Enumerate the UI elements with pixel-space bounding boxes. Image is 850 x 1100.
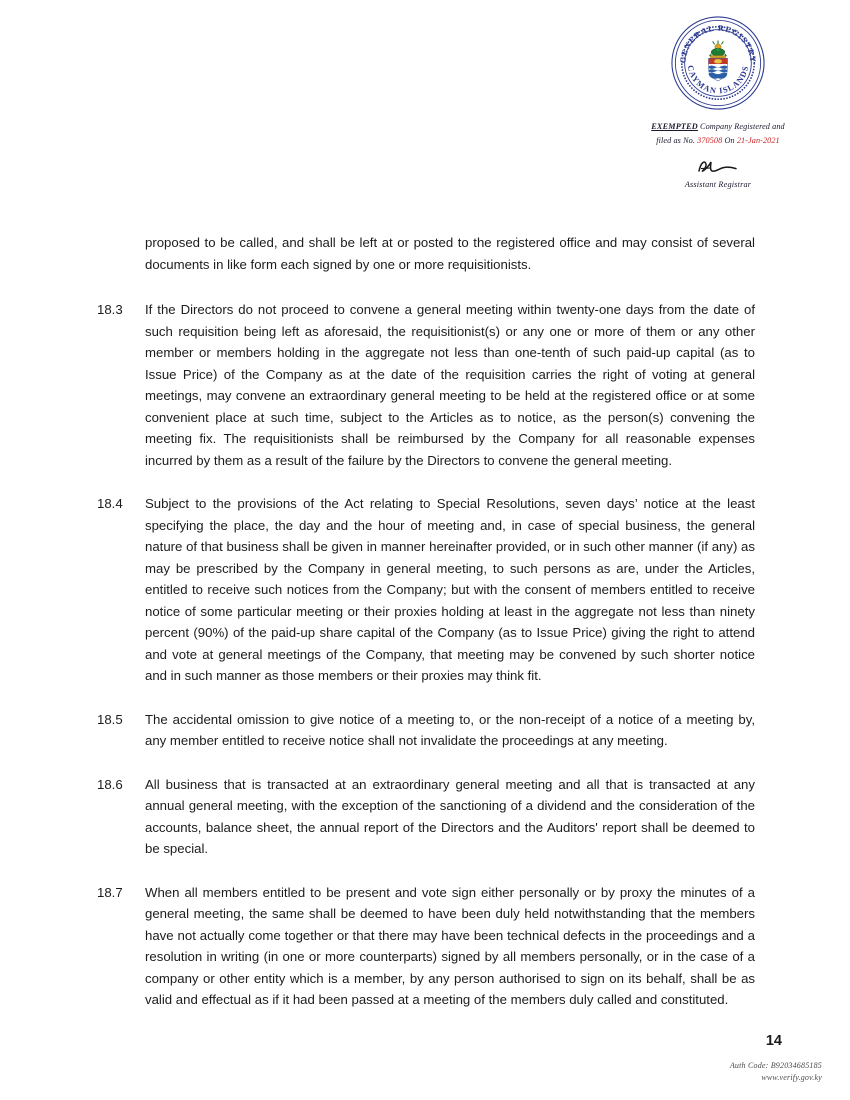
registrar-title-label: Assistant Registrar (684, 180, 752, 189)
clause-18-5 (97, 709, 755, 752)
registry-stamp (618, 14, 818, 189)
signature-icon (695, 157, 741, 177)
clause-18-7 (97, 882, 755, 1011)
footer-auth-block (730, 1060, 822, 1084)
seal-top-text: GENERAL REGISTRY (678, 23, 758, 64)
stamp-on-label: On (722, 136, 737, 145)
stamp-filing-date: 21-Jan-2021 (736, 136, 780, 145)
auth-code: Auth Code: B92034685185 (729, 1061, 822, 1070)
stamp-text (618, 120, 818, 148)
clause-18-6 (97, 774, 755, 860)
page-number: 14 (765, 1033, 782, 1049)
verify-url: www.verify.gov.ky (761, 1073, 822, 1082)
general-registry-seal-icon (669, 14, 767, 112)
clause-number-18-6: 18.6 (97, 776, 123, 792)
clause-list (97, 232, 755, 1033)
clause-18-4 (97, 493, 755, 687)
registrar-signature (618, 156, 818, 178)
coat-of-arms-icon (709, 40, 728, 80)
clause-number-18-4: 18.4 (97, 496, 123, 511)
clause-number-18-3: 18.3 (97, 302, 123, 317)
stamp-line-2 (618, 134, 818, 148)
clause-continuation (97, 232, 755, 275)
clause-text-18-4: Subject to the provisions of the Act relating to Special Resolutions, seven days’ notice at the least specifying the place, the day and the hour of meeting and, in case of special business, the general nature of that business shall be given in manner hereinafter provided, or in such other manner (if any) as may be prescribed by the Company in general meeting, to such persons as are, under the Articles, entitled to receive such notices from the Company; but with the consent of members entitled to receive notice of some particular meeting or their proxies holding at least in the aggregate not less than ninety percent (90%) of the paid-up share capital of the Company (as to Issue Price) giving the right to attend and vote at general meetings of the Company, that meeting may be convened by such shorter notice and in such manner as those members or their proxies may think fit. (145, 496, 755, 683)
seal-wrap (618, 14, 818, 114)
seal-bottom-text: CAYMAN ISLANDS (685, 64, 751, 96)
stamp-line-1 (618, 120, 818, 134)
clause-text-18-7: When all members entitled to be present and vote sign either personally or by proxy the minutes of a general meeting, the same shall be deemed to have been duly held notwithstanding that the members have not actually come together or that there may have been technical defects in the proceedings and a resolution in writing (in one or more counterparts) signed by all members personally, or in the case of a company or other entity which is a member, by any person authorised to sign on its behalf, shall be as valid and effectual as if it had been passed at a meeting of the members duly called and constituted. (145, 884, 755, 1007)
clause-text-18-3: If the Directors do not proceed to convene a general meeting within twenty-one days from the date of such requisition being left as aforesaid, the requisitionist(s) or any one or more of them or any other member or members holding in the aggregate not less than one-tenth of such paid-up capital (as to Issue Price) of the Company as at the date of the requisition carries the right of voting at general meetings, may convene an extraordinary general meeting to be held at the registered office or at some convenient place at such time, subject to the Articles as to notice, as the person(s) convening the meeting fix. The requisitionists shall be reimbursed by the Company for all reasonable expenses incurred by them as a result of the failure by the Directors to convene the general meeting. (145, 302, 755, 468)
clause-number-18-5: 18.5 (97, 711, 123, 727)
clause-text: proposed to be called, and shall be left at or posted to the registered office and may consist of several documents in like form each signed by one or more requisitionists. (145, 235, 755, 272)
clause-text-18-6: All business that is transacted at an extraordinary general meeting and all that is transacted at any annual general meeting, with the exception of the sanctioning of a dividend and the consideration of the accounts, balance sheet, the annual report of the Directors and the Auditors' report shall be deemed to be special. (145, 776, 755, 856)
clause-text-18-5: The accidental omission to give notice of a meeting to, or the non-receipt of a notice of a meeting by, any member entitled to receive notice shall not invalidate the proceedings at any meeting. (145, 711, 755, 748)
stamp-filed-prefix: filed as No. (656, 136, 698, 145)
stamp-exempted-label: EXEMPTED (651, 122, 698, 131)
clause-18-3 (97, 299, 755, 471)
stamp-registration-number: 370508 (697, 136, 723, 145)
stamp-line-1-rest: Company Registered and (697, 122, 785, 131)
clause-number-18-7: 18.7 (97, 884, 123, 900)
